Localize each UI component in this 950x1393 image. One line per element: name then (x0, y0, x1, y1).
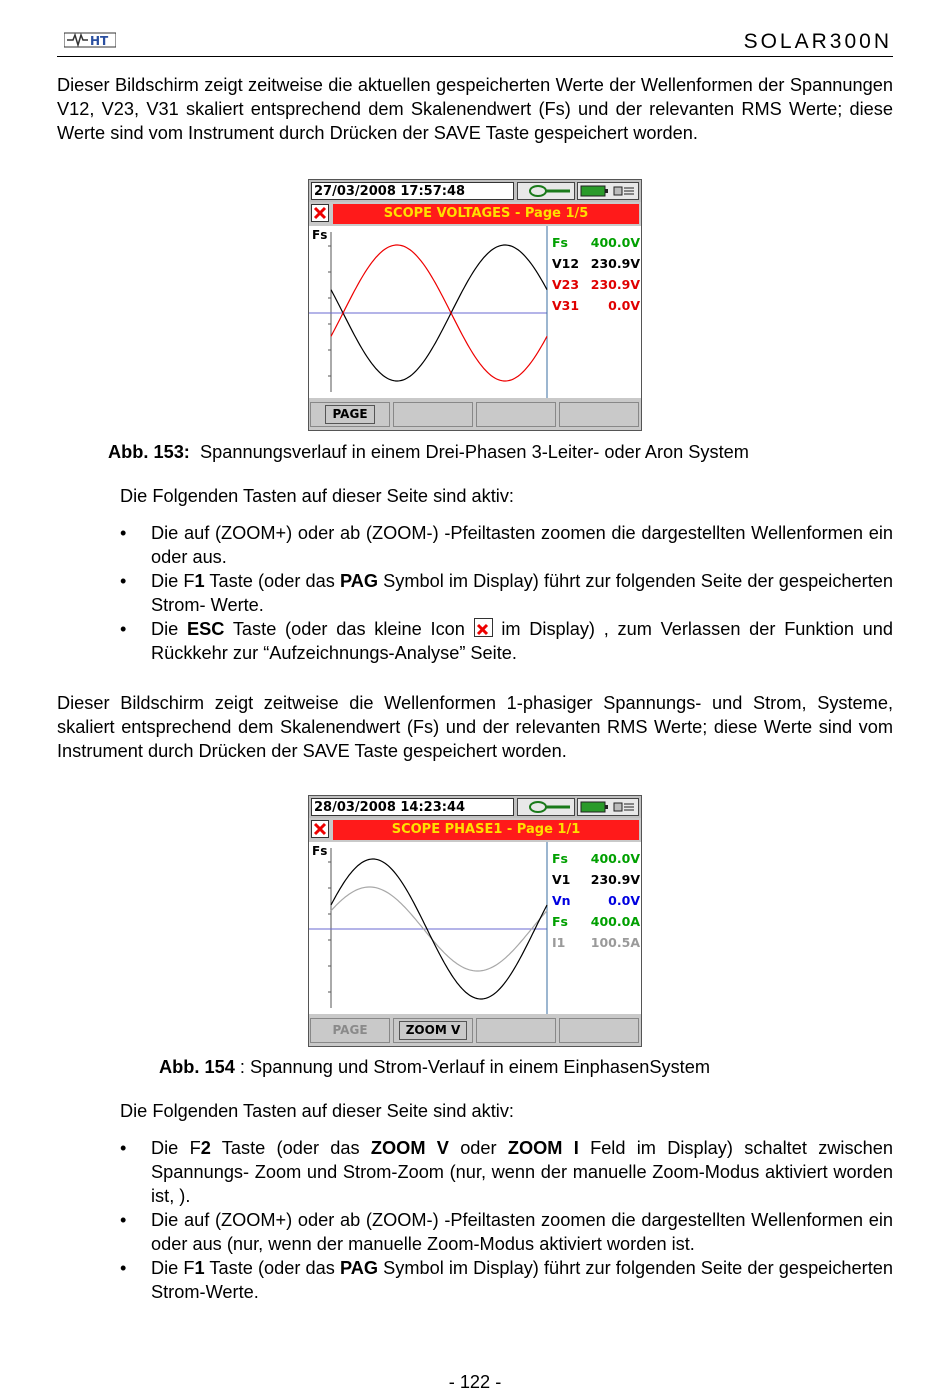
screen-title: SCOPE VOLTAGES - Page 1/5 (333, 204, 639, 224)
caption-text: Spannungsverlauf in einem Drei-Phasen 3-Leiter- oder Aron System (189, 442, 749, 462)
bullet-list-1 (120, 521, 893, 665)
fs-axis-label: Fs (312, 228, 328, 242)
f1-page-button[interactable]: PAGE (310, 1018, 390, 1043)
value-name: V31 (552, 298, 580, 313)
caption-label: Abb. 154 (159, 1057, 235, 1077)
connection-icon (517, 798, 575, 816)
value-row-fs-v (552, 848, 640, 869)
f2-button[interactable] (393, 402, 473, 427)
value-name: V12 (552, 256, 580, 271)
list-item: • Die auf (ZOOM+) oder ab (ZOOM-) -Pfeiltasten zoomen die dargestellten Wellenformen ein oder aus. (120, 521, 893, 569)
datetime: 28/03/2008 14:23:44 (311, 798, 514, 816)
intro-paragraph-1: Dieser Bildschirm zeigt zeitweise die aktuellen gespeicherten Werte der Wellenformen der Spannungen V12, V23, V31 skaliert entsprechend dem Skalenendwert (Fs) und der relevanten RMS Werte; diese Werte sind vom Instrument durch Drücken der SAVE Taste gespeichert worden. (57, 75, 893, 143)
value-row-v23 (552, 274, 640, 295)
value-row-v31 (552, 295, 640, 316)
value-reading: 400.0V (590, 851, 640, 866)
value-name: Fs (552, 235, 568, 250)
connection-icon (517, 182, 575, 200)
figure-caption-154 (159, 1055, 710, 1079)
value-reading: 0.0V (608, 893, 640, 908)
list-item: • Die auf (ZOOM+) oder ab (ZOOM-) -Pfeiltasten zoomen die dargestellten Wellenformen ein oder aus (nur, wenn der manuelle Zoom-Modus aktiviert worden ist. (120, 1208, 893, 1256)
waveform-plot (309, 226, 641, 398)
value-row-i1 (552, 932, 640, 953)
logo-text: HT (90, 34, 109, 48)
caption-text: : Spannung und Strom-Verlauf in einem EinphasenSystem (234, 1057, 710, 1077)
value-row-v1 (552, 869, 640, 890)
ht-logo (64, 30, 116, 50)
values-panel (552, 848, 640, 953)
status-bar (309, 180, 641, 202)
value-reading: 230.9V (590, 872, 640, 887)
list-item: • Die ESC Taste (oder das kleine Icon im Display) , zum Verlassen der Funktion und Rückkehr zur “Aufzeichnungs-Analyse” Seite. (120, 617, 893, 665)
value-name: Vn (552, 893, 571, 908)
f1-page-button[interactable]: PAGE (310, 402, 390, 427)
fs-axis-label: Fs (312, 844, 328, 858)
value-reading: 230.9V (590, 256, 640, 271)
value-reading: 0.0V (608, 298, 640, 313)
f4-button[interactable] (559, 1018, 639, 1043)
values-panel (552, 232, 640, 316)
value-name: Fs (552, 914, 568, 929)
close-icon[interactable] (311, 204, 329, 222)
value-reading: 230.9V (590, 277, 640, 292)
f3-button[interactable] (476, 1018, 556, 1043)
screen-title: SCOPE PHASE1 - Page 1/1 (333, 820, 639, 840)
battery-icon (577, 798, 639, 816)
status-bar (309, 796, 641, 818)
bullet-list-2 (120, 1136, 893, 1304)
figure-caption-153 (108, 440, 749, 464)
value-row-fs-a (552, 911, 640, 932)
keys-intro-1: Die Folgenden Tasten auf dieser Seite sind aktiv: (120, 486, 514, 506)
f4-button[interactable] (559, 402, 639, 427)
function-keys (309, 399, 641, 430)
list-item: • Die F1 Taste (oder das PAG Symbol im Display) führt zur folgenden Seite der gespeicherten Strom- Werte. (120, 569, 893, 617)
function-keys (309, 1015, 641, 1046)
intro-paragraph-2: Dieser Bildschirm zeigt zeitweise die Wellenformen 1-phasiger Spannungs- und Strom, Systeme, skaliert entsprechend dem Skalenendwert (Fs) und der relevanten RMS Werte; diese Werte sind vom Instrument durch Drücken der SAVE Taste gespeichert worden. (57, 693, 893, 761)
list-item: • Die F2 Taste (oder das ZOOM V oder ZOOM I Feld im Display) schaltet zwischen Spannungs- Zoom und Strom-Zoom (nur, wenn der manuelle Zoom-Modus aktiviert worden ist, ). (120, 1136, 893, 1208)
close-icon[interactable] (311, 820, 329, 838)
header-divider (57, 56, 893, 57)
list-item: • Die F1 Taste (oder das PAG Symbol im Display) führt zur folgenden Seite der gespeicherten Strom-Werte. (120, 1256, 893, 1304)
waveform-plot (309, 842, 641, 1014)
f2-zoom-v-button[interactable]: ZOOM V (393, 1018, 473, 1043)
battery-icon (577, 182, 639, 200)
instrument-screen-2 (308, 795, 642, 1047)
caption-label: Abb. 153: (108, 442, 190, 462)
value-name: Fs (552, 851, 568, 866)
instrument-screen-1 (308, 179, 642, 431)
datetime: 27/03/2008 17:57:48 (311, 182, 514, 200)
value-reading: 100.5A (590, 935, 640, 950)
value-row-fs (552, 232, 640, 253)
value-row-v12 (552, 253, 640, 274)
page-number: - 122 - (448, 1372, 502, 1392)
model-name: SOLAR300N (743, 30, 892, 53)
close-icon (474, 618, 493, 637)
value-reading: 400.0A (590, 914, 640, 929)
value-name: V1 (552, 872, 571, 887)
value-name: I1 (552, 935, 566, 950)
value-name: V23 (552, 277, 580, 292)
value-reading: 400.0V (590, 235, 640, 250)
value-row-vn (552, 890, 640, 911)
keys-intro-2: Die Folgenden Tasten auf dieser Seite sind aktiv: (120, 1101, 514, 1121)
f3-button[interactable] (476, 402, 556, 427)
